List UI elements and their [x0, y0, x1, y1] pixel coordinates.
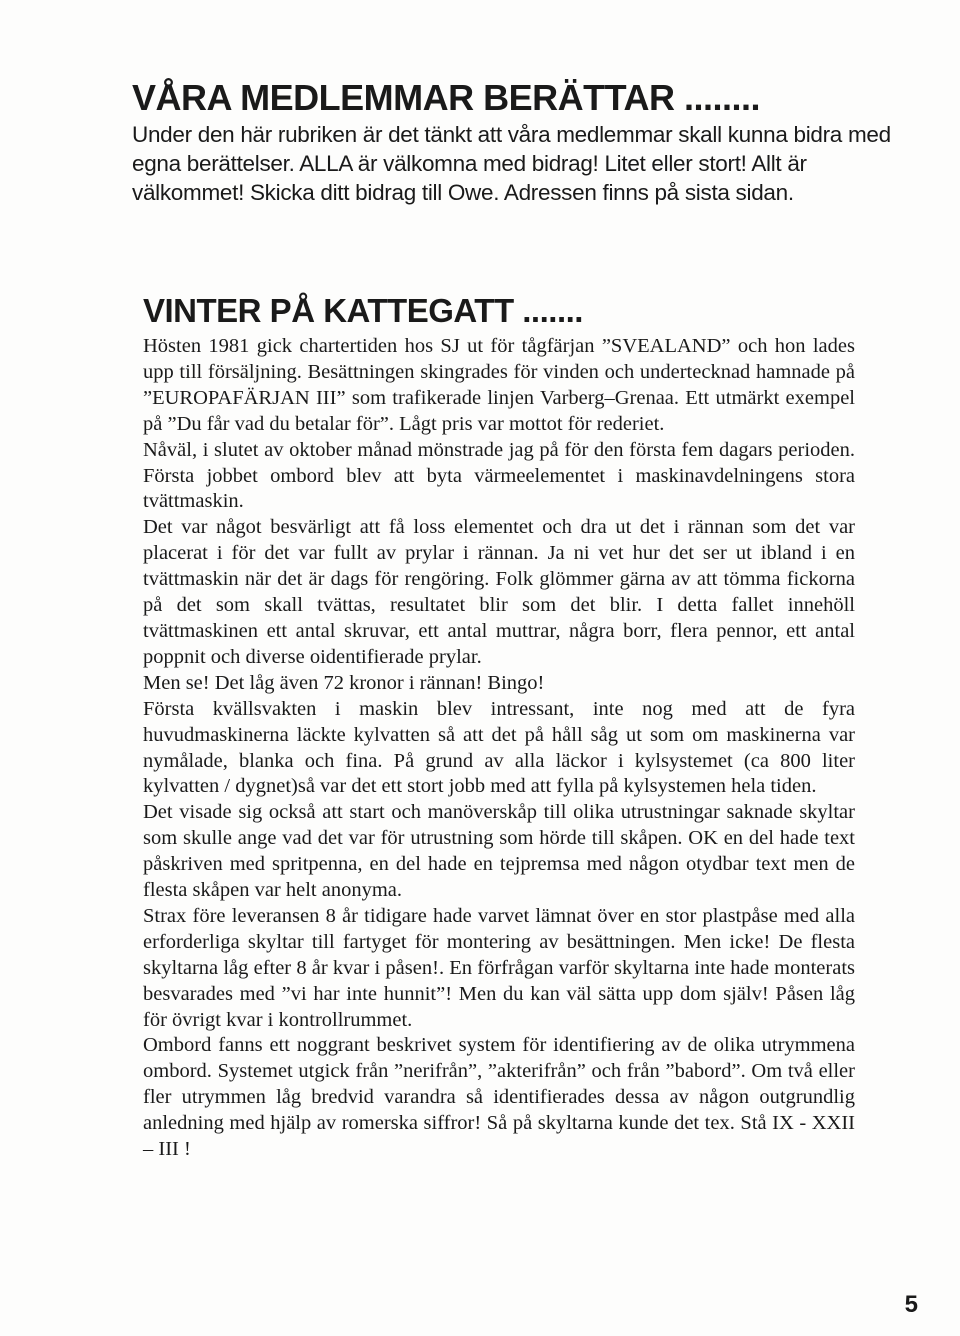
article-paragraph: Första kvällsvakten i maskin blev intressant, inte nog med att de fyra huvudmaskinerna läckte kylvatten så att det på håll såg ut som om maskinerna var nymålade, blanka och fina. På grund av alla läckor i kylsystemet (ca 800 liter kylvatten / dygnet)så var det ett stort jobb med att fylla på kylsystemen hela tiden. — [143, 697, 855, 798]
article-paragraph: Nåväl, i slutet av oktober månad mönstrade jag på för den första fem dagars perioden. Första jobbet ombord blev att byta värmeelementet i maskinavdelningens stora tvättmaskin. — [143, 438, 855, 513]
article-paragraph: Ombord fanns ett noggrant beskrivet system för identifiering av de olika utrymmena ombord. Systemet utgick från ”nerifrån”, ”akterifrån” och från ”babord”. Om två eller fler utrymmen låg bredvid varandra så identifierades dessa av någon outgrundlig anledning med hjälp av romerska siffror! Så på skyltarna kunde det tex. Stå IX - XXII – III ! — [143, 1034, 855, 1161]
section-heading-members: VÅRA MEDLEMMAR BERÄTTAR ........ — [132, 77, 760, 118]
members-section — [132, 78, 912, 207]
members-intro-text: Under den här rubriken är det tänkt att våra medlemmar skall kunna bidra med egna berättelser. ALLA är välkomna med bidrag! Litet eller stort! Allt är välkommet! Skicka ditt bidrag till Owe. Adressen finns på sista sidan. — [132, 122, 891, 205]
article-paragraph: Det var något besvärligt att få loss elementet och dra ut det i rännan som det var placerat i för det var fullt av prylar i rännan. Ja ni vet hur det ser ut ibland i en tvättmaskin när det är dags för rengöring. Folk glömmer gärna av att tömma fickorna på det som skall tvättas, resultatet blir som det blir. I detta fallet innehöll tvättmaskinen ett antal skruvar, ett antal muttrar, några borr, flera pennor, ett antal poppnit och diverse oidentifierade prylar. — [143, 516, 855, 668]
article-body — [143, 334, 855, 1163]
article-paragraph: Men se! Det låg även 72 kronor i rännan! Bingo! — [143, 671, 545, 694]
page-number: 5 — [904, 1291, 918, 1318]
article-paragraph: Hösten 1981 gick chartertiden hos SJ ut för tågfärjan ”SVEALAND” och hon lades upp till försäljning. Besättningen skingrades för vinden och undertecknad hamnade på ”EUROPAFÄRJAN III” som trafikerade linjen Varberg–Grenaa. Ett utmärkt exempel på ”Du får vad du betalar för”. Lågt pris var mottot för rederiet. — [143, 335, 855, 435]
article-title: VINTER PÅ KATTEGATT ....... — [143, 292, 583, 329]
article-paragraph: Det visade sig också att start och manöverskåp till olika utrustningar saknade skyltar som skulle ange vad det var för utrustning som hörde till skåpen. OK en del hade text påskriven med spritpenna, en del hade en tejpremsa med någon otydbar text men de flesta skåpen var helt anonyma. — [143, 801, 855, 902]
article-paragraph: Strax före leveransen 8 år tidigare hade varvet lämnat över en stor plastpåse med alla erforderliga skyltar till fartyget för montering av besättningen. Men icke! De flesta skyltarna låg efter 8 år kvar i påsen!. En förfrågan varför skyltarna inte hade monterats besvarades med ”vi har inte hunnit”! Men du kan väl sätta upp dom själv! Påsen låg för övrigt kvar i kontrollrummet. — [143, 904, 855, 1031]
article-section — [143, 292, 855, 1163]
